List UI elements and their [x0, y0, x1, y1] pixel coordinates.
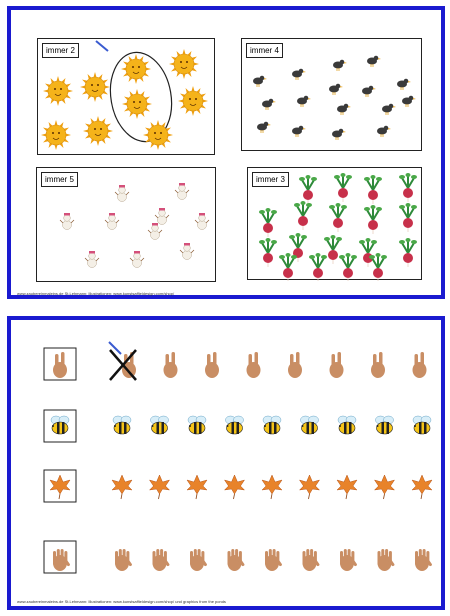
radish-icon	[399, 238, 417, 267]
open-hand-icon	[115, 549, 133, 571]
maple-leaf-icon	[375, 475, 395, 499]
snowman-icon	[115, 185, 129, 202]
panel-suns	[37, 38, 215, 155]
bee-icon	[301, 416, 319, 434]
bee-icon	[413, 416, 431, 434]
bird-icon	[362, 86, 376, 97]
radish-icon	[399, 173, 417, 202]
footer-credit-bottom: www.zaubereinmaleins.de St.Lehmann: Illustrationen: www.kunstsaffieldesign.com/shop/ und graphics from the ponds	[17, 599, 226, 604]
bird-icon	[332, 129, 346, 140]
snowman-icon	[85, 251, 99, 268]
suns-illustration	[38, 39, 216, 156]
panel-label-snowmen: immer 5	[41, 172, 78, 187]
bottom-worksheet	[7, 316, 445, 610]
bird-icon	[337, 104, 351, 115]
two-finger-hand-icon	[371, 352, 385, 378]
radish-icon	[309, 253, 327, 281]
maple-leaf-icon	[112, 475, 132, 499]
snowman-icon	[130, 251, 144, 268]
panel-radishes	[247, 167, 422, 280]
bee-icon	[51, 416, 69, 434]
sun-icon	[178, 86, 208, 116]
bird-icon	[382, 104, 396, 115]
bird-icon	[297, 96, 311, 107]
radish-icon	[369, 253, 387, 281]
bee-icon	[151, 416, 169, 434]
rows-illustration	[11, 320, 441, 606]
maple-leaf-icon	[187, 475, 207, 499]
bee-icon	[338, 416, 356, 434]
radish-icon	[294, 201, 312, 230]
bird-icon	[397, 79, 411, 90]
radish-icon	[259, 208, 277, 237]
open-hand-icon	[378, 549, 396, 571]
open-hand-icon	[415, 549, 433, 571]
snowman-icon	[155, 208, 169, 225]
two-finger-hand-icon	[413, 352, 427, 378]
bird-icon	[292, 69, 306, 80]
open-hand-icon	[265, 549, 283, 571]
snowman-icon	[195, 213, 209, 230]
two-finger-hand-icon	[247, 352, 261, 378]
bee-icon	[113, 416, 131, 434]
panel-birds	[241, 38, 422, 151]
sun-icon	[122, 89, 152, 119]
bird-icon	[367, 56, 381, 67]
bird-icon	[329, 84, 343, 95]
radish-icon	[279, 253, 297, 281]
two-finger-hand-icon	[330, 352, 344, 378]
birds-illustration	[242, 39, 423, 152]
two-finger-hand-icon	[205, 352, 219, 378]
snowman-icon	[180, 243, 194, 260]
panel-label-birds: immer 4	[246, 43, 283, 58]
radish-icon	[329, 203, 347, 232]
maple-leaf-icon	[225, 475, 245, 499]
snowman-icon	[148, 223, 162, 240]
bee-icon	[226, 416, 244, 434]
bird-icon	[257, 122, 271, 133]
radish-icon	[299, 175, 317, 204]
maple-leaf-icon	[262, 475, 282, 499]
bird-icon	[377, 126, 391, 137]
open-hand-icon	[153, 549, 171, 571]
sun-icon	[80, 72, 110, 102]
radish-icon	[334, 173, 352, 202]
snowman-icon	[60, 213, 74, 230]
maple-leaf-icon	[300, 475, 320, 499]
open-hand-icon	[228, 549, 246, 571]
radish-icon	[339, 253, 357, 281]
sun-icon	[43, 76, 73, 106]
bee-icon	[263, 416, 281, 434]
open-hand-icon	[303, 549, 321, 571]
maple-leaf-icon	[150, 475, 170, 499]
snowman-icon	[175, 183, 189, 200]
sun-icon	[41, 120, 71, 150]
bird-icon	[253, 76, 267, 87]
open-hand-icon	[340, 549, 358, 571]
panel-snowmen	[36, 167, 216, 282]
sun-icon	[121, 54, 151, 84]
maple-leaf-icon	[412, 475, 432, 499]
bird-icon	[402, 96, 416, 107]
radish-icon	[324, 235, 342, 264]
panel-label-radishes: immer 3	[252, 172, 289, 187]
sun-icon	[83, 116, 113, 146]
radish-icon	[364, 175, 382, 204]
bird-icon	[262, 99, 276, 110]
pencil-icon	[96, 41, 108, 51]
bee-icon	[188, 416, 206, 434]
sun-icon	[169, 49, 199, 79]
bird-icon	[292, 126, 306, 137]
radishes-illustration	[248, 168, 423, 281]
top-worksheet	[7, 6, 445, 299]
two-finger-hand-icon	[164, 352, 178, 378]
maple-leaf-icon	[337, 475, 357, 499]
open-hand-icon	[190, 549, 208, 571]
snowman-icon	[105, 213, 119, 230]
bird-icon	[333, 60, 347, 71]
radish-icon	[399, 203, 417, 232]
panel-label-suns: immer 2	[42, 43, 79, 58]
radish-icon	[259, 238, 277, 267]
two-finger-hand-icon	[288, 352, 302, 378]
footer-credit: www.zaubereinmaleins.de St.Lehmann: Illustrationen: www.kunstsaffieldesign.com/shop/	[17, 291, 175, 296]
bee-icon	[376, 416, 394, 434]
snowmen-illustration	[37, 168, 217, 283]
radish-icon	[364, 205, 382, 234]
sun-icon	[143, 120, 173, 150]
